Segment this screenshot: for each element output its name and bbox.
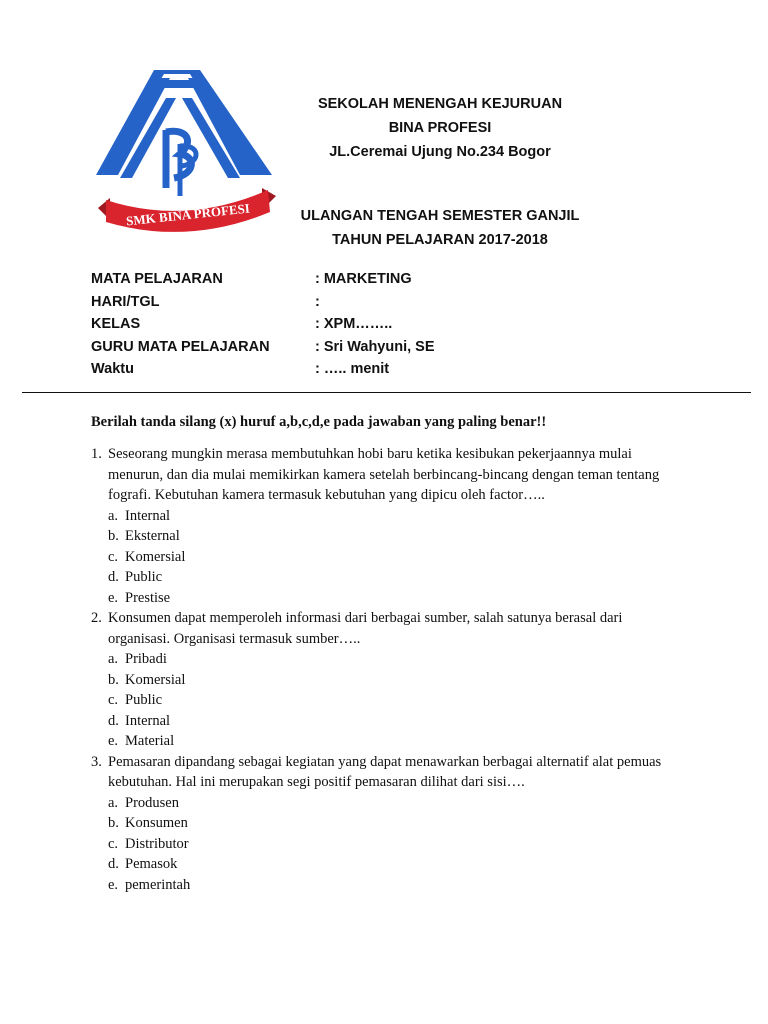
option-letter: e.: [108, 733, 119, 749]
option-letter: d.: [108, 856, 119, 872]
exam-year: TAHUN PELAJARAN 2017-2018: [332, 232, 548, 248]
option: [108, 526, 681, 547]
option-text: Komersial: [125, 548, 186, 565]
option-text: Eksternal: [125, 528, 180, 544]
school-header: [270, 92, 610, 164]
school-name: BINA PROFESI: [388, 120, 492, 136]
question-3: [91, 752, 681, 896]
option: [108, 506, 681, 527]
info-label: MATA PELAJARAN: [91, 271, 223, 287]
option: [108, 731, 681, 752]
option-letter: a.: [108, 651, 119, 667]
option-text: Produsen: [125, 794, 179, 811]
option: [108, 854, 681, 875]
option: [108, 711, 681, 732]
question-text: Konsumen dapat memperoleh informasi dari berbagai sumber, salah satunya berasal dari organisasi. Organisasi termasuk sumber…..: [108, 610, 623, 647]
option: [108, 547, 681, 568]
info-value: : ….. menit: [315, 361, 390, 377]
option-text: pemerintah: [125, 876, 191, 893]
option-letter: e.: [108, 589, 119, 606]
option-text: Prestise: [125, 589, 171, 606]
option-text: Public: [125, 569, 163, 585]
option: [108, 875, 681, 896]
option: [108, 649, 681, 670]
option-text: Material: [125, 733, 175, 749]
info-value: : XPM……..: [315, 316, 393, 332]
header-divider: [22, 392, 751, 393]
question-number: 1.: [91, 446, 102, 462]
exam-title: ULANGAN TENGAH SEMESTER GANJIL: [300, 208, 580, 224]
option-text: Konsumen: [125, 815, 188, 831]
option-letter: a.: [108, 507, 119, 524]
exam-title-block: [270, 204, 610, 252]
option-letter: b.: [108, 671, 119, 688]
option-text: Internal: [125, 712, 171, 729]
option-letter: c.: [108, 692, 119, 708]
question-text: Seseorang mungkin merasa membutuhkan hobi baru ketika kesibukan pekerjaannya mulai menurun, dan dia mulai memikirkan kamera setelah berbincang-bincang dengan teman tentang fografi. Kebutuhan kamera termasuk kebutuhan yang dipicu oleh factor…..: [108, 446, 660, 503]
option-text: Public: [125, 692, 163, 708]
logo-banner-text: SMK BINA PROFESI: [125, 200, 251, 229]
option-letter: e.: [108, 876, 119, 893]
option-text: Internal: [125, 507, 171, 524]
option: [108, 690, 681, 711]
option-letter: a.: [108, 794, 119, 811]
info-label: GURU MATA PELAJARAN: [91, 338, 270, 355]
question-number: 3.: [91, 753, 102, 770]
option-text: Komersial: [125, 671, 186, 688]
question-1: [91, 444, 681, 608]
option: [108, 813, 681, 834]
option: [108, 793, 681, 814]
option-text: Pemasok: [125, 856, 178, 872]
question-number: 2.: [91, 610, 102, 626]
option: [108, 834, 681, 855]
school-logo: [96, 70, 278, 246]
option-letter: d.: [108, 569, 119, 585]
info-value: :: [315, 293, 320, 310]
option: [108, 670, 681, 691]
option-text: Pribadi: [125, 651, 167, 667]
option-text: Distributor: [125, 835, 189, 852]
school-address: JL.Ceremai Ujung No.234 Bogor: [329, 144, 551, 160]
info-label: Waktu: [91, 361, 134, 377]
bina-profesi-logo-icon: [96, 70, 278, 246]
school-type: SEKOLAH MENENGAH KEJURUAN: [317, 96, 563, 112]
option-letter: c.: [108, 835, 119, 852]
option-letter: c.: [108, 548, 119, 565]
instruction: Berilah tanda silang (x) huruf a,b,c,d,e pada jawaban yang paling benar!!: [91, 414, 547, 430]
info-label: KELAS: [91, 316, 141, 332]
option: [108, 588, 681, 609]
info-label: HARI/TGL: [91, 293, 160, 310]
info-value: : Sri Wahyuni, SE: [315, 338, 435, 355]
option-letter: d.: [108, 712, 119, 729]
question-text: Pemasaran dipandang sebagai kegiatan yang dapat menawarkan berbagai alternatif alat pemuas kebutuhan. Hal ini merupakan segi positif pemasaran dilihat dari sisi….: [108, 753, 662, 790]
question-2: [91, 608, 681, 752]
option-letter: b.: [108, 815, 119, 831]
option-letter: b.: [108, 528, 119, 544]
info-value: : MARKETING: [315, 271, 412, 287]
option: [108, 567, 681, 588]
exam-content: [91, 412, 681, 895]
